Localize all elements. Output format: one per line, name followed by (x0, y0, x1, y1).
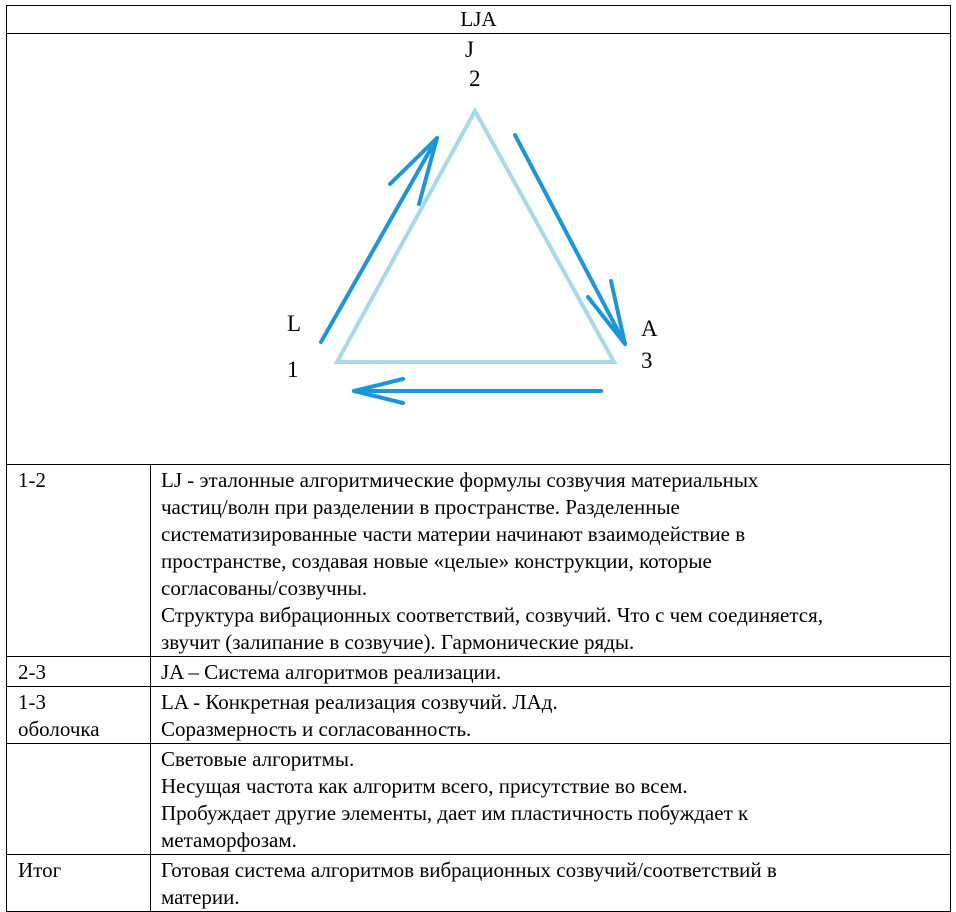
row-label-cell (7, 657, 151, 687)
rows-body (7, 465, 951, 912)
arrow-shaft-left-to-top (321, 138, 437, 342)
row-text-cell (151, 744, 951, 855)
table-row (7, 855, 951, 912)
vertex-top-number: 2 (469, 66, 481, 91)
row-text-line: частиц/волн при разделении в пространстве. Разделенные (161, 495, 680, 519)
row-text-cell (151, 465, 951, 657)
row-label: Итог (18, 858, 62, 882)
row-label: 1-3 (18, 690, 46, 714)
row-label: 1-2 (18, 468, 46, 492)
row-text-line: звучит (залипание в созвучие). Гармонические ряды. (161, 630, 635, 654)
row-label: оболочка (18, 717, 100, 741)
row-label: 2-3 (18, 660, 46, 684)
vertex-top-letter: J (465, 37, 474, 62)
row-text-line: JA – Система алгоритмов реализации. (161, 660, 502, 684)
row-label-cell (7, 855, 151, 912)
vertex-left-number: 1 (287, 357, 299, 382)
row-text-line: систематизированные части материи начинают взаимодействие в (161, 522, 746, 546)
row-text-line: Готовая система алгоритмов вибрационных созвучий/соответствий в (161, 858, 777, 882)
row-text-line: Соразмерность и согласованность. (161, 717, 472, 741)
document-table (6, 5, 951, 912)
row-label-cell (7, 744, 151, 855)
row-text-cell (151, 657, 951, 687)
row-text-line: Несущая частота как алгоритм всего, присутствие во всем. (161, 774, 688, 798)
vertex-left-letter: L (287, 311, 302, 336)
title-row (7, 6, 951, 34)
arrow-shaft-top-to-right (515, 135, 625, 344)
row-text-line: LA - Конкретная реализация созвучий. ЛАд. (161, 690, 558, 714)
arrow-top-to-right (515, 135, 625, 344)
row-text-cell (151, 687, 951, 744)
row-text-line: метаморфозам. (161, 828, 297, 852)
row-text-line: Световые алгоритмы. (161, 747, 355, 771)
row-text-line: материи. (161, 885, 240, 909)
vertex-right-letter: A (641, 316, 658, 341)
arrow-right-to-left (354, 379, 601, 403)
row-text-line: пространстве, создавая новые «целые» конструкции, которые (161, 549, 712, 573)
row-text-line: Пробуждает другие элементы, дает им пластичность побуждает к (161, 801, 749, 825)
diagram-cell (7, 34, 951, 465)
diagram-row (7, 34, 951, 465)
row-text-cell (151, 855, 951, 912)
table-row (7, 465, 951, 657)
arrow-left-to-top (321, 138, 437, 342)
row-text-line: согласованы/созвучны. (161, 576, 368, 600)
table-row (7, 687, 951, 744)
row-label-cell (7, 687, 151, 744)
vertex-right-number: 3 (641, 348, 653, 373)
row-label-cell (7, 465, 151, 657)
table-row (7, 744, 951, 855)
triangle-shape (337, 111, 614, 362)
table-row (7, 657, 951, 687)
row-text-line: LJ - эталонные алгоритмические формулы созвучия материальных (161, 468, 759, 492)
table-title: LJA (7, 6, 951, 34)
triangle-diagram (7, 34, 951, 464)
row-text-line: Структура вибрационных соответствий, созвучий. Что с чем соединяется, (161, 603, 823, 627)
